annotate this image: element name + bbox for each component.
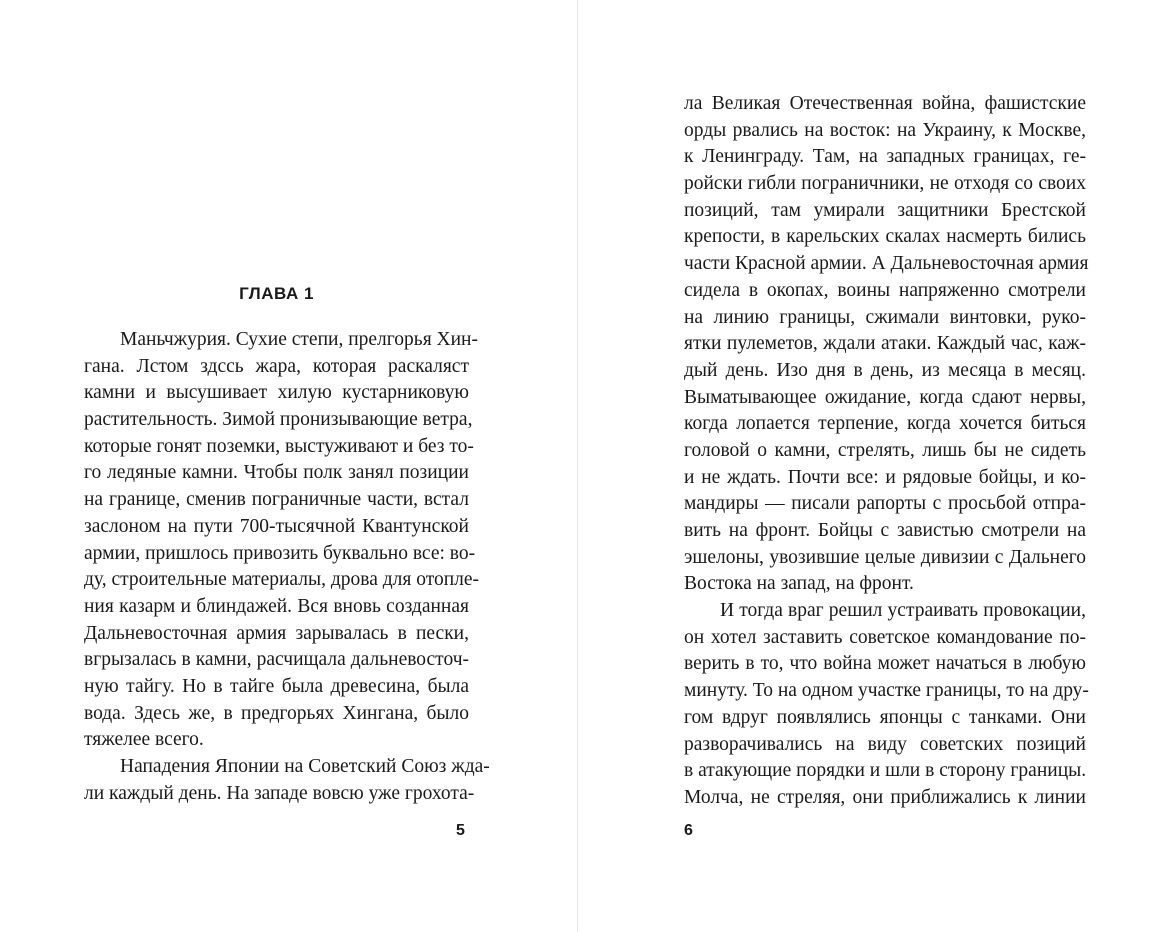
text-line: на границе, сменив пограничные части, встал [84,489,469,511]
text-line: ния казарм и блиндажей. Вся вновь созданная [84,595,469,617]
text-line: го ледяные камни. Чтобы полк занял позиции [84,462,469,484]
text-line: головой о камни, стрелять, лишь бы не сидеть [684,439,1086,461]
text-line: когда лопается терпение, когда хочется биться [684,413,1086,435]
text-line: ла Великая Отечественная война, фашистские [684,93,1086,114]
text-line: гом вдруг появлялись японцы с танками. Они [684,706,1086,728]
page-number-right: 6 [684,822,693,839]
text-line: ду, строительные материалы, дрова для отопле- [84,569,480,591]
text-line: вить на фронт. Бойцы с завистью смотрели на [684,520,1086,541]
text-line: растительность. Зимой пронизывающие ветра, [84,409,473,431]
text-line: Востока на запад, на фронт. [684,573,914,595]
text-line: верить в то, что война может начаться в любую [684,653,1086,675]
text-line: которые гонят поземки, выстуживают и без то- [84,435,474,457]
text-line: тяжелее всего. [84,729,204,751]
text-line: ройски гибли пограничники, не отходя со своих [684,173,1086,195]
text-line: вгрызалась в камни, расчищала дальневосточ- [84,649,469,671]
text-line: заслоном на пути 700-тысячной Квантунской [84,515,469,537]
text-line: позиций, там умирали защитники Брестской [684,199,1086,221]
text-line: Нападения Японии на Советский Союз жда- [120,756,490,777]
text-line: дый день. Изо дня в день, из месяца в месяц. [684,359,1086,381]
text-line: крепости, в карельских скалах насмерть бились [684,226,1086,248]
text-line: сидела в окопах, воины напряженно смотрели [684,279,1086,301]
left-page-text [84,327,490,807]
text-line: он хотел заставить советское командование по- [684,626,1086,648]
text-line: разворачивались на виду советских позиций [684,733,1086,755]
right-page-text [684,91,1089,812]
text-line: ли каждый день. На западе вовсю уже грохота- [84,782,475,804]
text-line: мандиры — писали рапорты с просьбой отпра- [684,493,1086,515]
text-line: Молча, не стреляя, они приближались к линии [684,786,1086,808]
text-line: к Ленинграду. Там, на западных границах, ге- [684,146,1086,168]
text-line: Дальневосточная армия зарывалась в пески, [84,622,469,644]
text-line: гана. Лстом здссь жара, которая раскаляст [84,355,469,377]
text-line: орды рвались на восток: на Украину, к Москве, [684,119,1086,141]
text-line: Выматывающее ожидание, когда сдают нервы, [684,386,1086,408]
text-line: Маньчжурия. Сухие степи, прелгорья Хин- [120,329,478,350]
text-line: И тогда враг решил устраивать провокации, [720,600,1086,622]
text-line: ятки пулеметов, ждали атаки. Каждый час, каж- [684,333,1086,355]
chapter-heading: ГЛАВА 1 [239,284,314,303]
text-line: в атакующие порядки и шли в сторону границы. [684,760,1087,782]
text-line: эшелоны, увозившие целые дивизии с Дальнего [684,546,1086,568]
text-line: армии, пришлось привозить буквально все: во- [84,542,476,564]
text-line: камни и высушивает хилую кустарниковую [84,382,469,404]
page-number-left: 5 [456,822,465,839]
text-line: ную тайгу. Но в тайге была древесина, была [84,675,469,697]
text-line: на линию границы, сжимали винтовки, руко- [684,306,1086,328]
text-line: минуту. То на одном участке границы, то на дру- [684,680,1089,702]
page-gutter [577,0,578,932]
text-line: вода. Здесь же, в предгорьях Хингана, было [84,702,469,724]
text-line: части Красной армии. А Дальневосточная армия [684,253,1089,275]
text-line: и не ждать. Почти все: и рядовые бойцы, и ко- [684,466,1086,488]
